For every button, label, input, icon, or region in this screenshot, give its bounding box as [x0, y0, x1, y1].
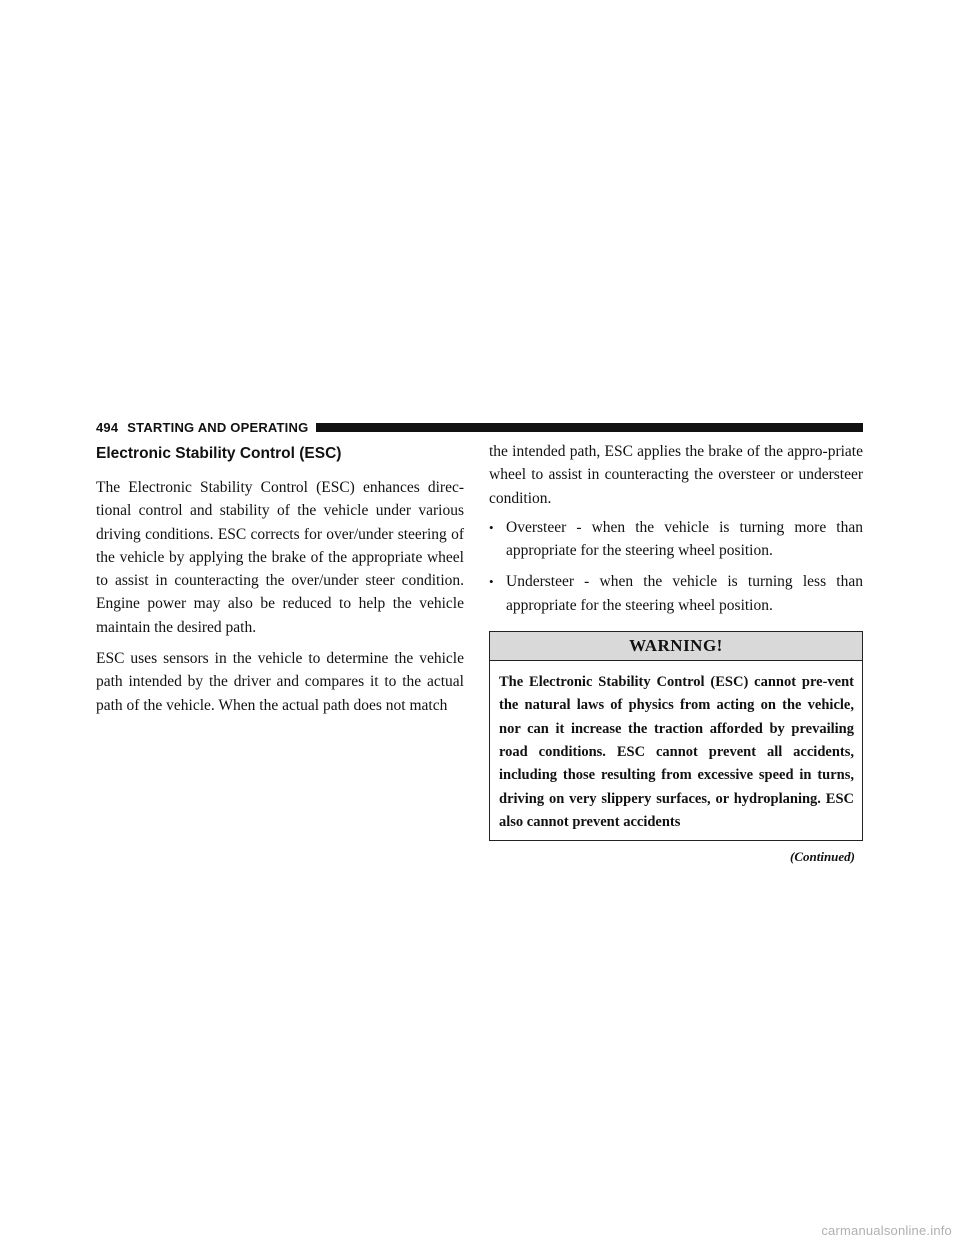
paragraph-sensors: ESC uses sensors in the vehicle to determine the vehicle path intended by the driver and compares it to the actual path of the vehicle. When the actual path does not match	[96, 650, 464, 714]
warning-title: WARNING!	[490, 632, 862, 661]
section-heading: Electronic Stability Control (ESC)	[96, 445, 342, 462]
bullet-icon: •	[489, 519, 494, 535]
warning-box	[489, 631, 863, 841]
bullet-text-understeer: Understeer - when the vehicle is turning less than appropriate for the steering wheel position.	[506, 573, 863, 614]
list-item	[489, 516, 863, 563]
continued-label: (Continued)	[789, 849, 855, 865]
warning-text: The Electronic Stability Control (ESC) cannot pre-vent the natural laws of physics from acting on the vehicle, nor can it increase the traction afforded by prevailing road conditions. ESC cannot prevent all accidents, including those resulting from excessive speed in turns, driving on very slippery surfaces, or hydroplaning. ESC also cannot prevent accidents	[499, 674, 854, 830]
bullet-text-oversteer: Oversteer - when the vehicle is turning more than appropriate for the steering wheel position.	[506, 518, 863, 560]
left-column	[96, 440, 464, 725]
right-column	[489, 440, 863, 865]
page-header	[96, 418, 863, 436]
section-title: STARTING AND OPERATING	[127, 419, 309, 435]
paragraph-intro: The Electronic Stability Control (ESC) enhances direc-tional control and stability of the vehicle under various driving conditions. ESC corrects for over/under steering of the vehicle by applying the brake of the appropriate wheel to assist in counteracting the over/under steer condition. Engine power may also be reduced to help the vehicle maintain the desired path.	[96, 479, 464, 636]
bullet-icon: •	[489, 574, 494, 590]
bullet-list	[489, 516, 863, 617]
list-item	[489, 570, 863, 617]
page-number: 494	[96, 419, 119, 435]
header-rule	[316, 423, 863, 432]
paragraph-continued: the intended path, ESC applies the brake of the appro-priate wheel to assist in counteracting the oversteer or understeer condition.	[489, 443, 863, 507]
watermark: carmanualsonline.info	[821, 1223, 952, 1238]
